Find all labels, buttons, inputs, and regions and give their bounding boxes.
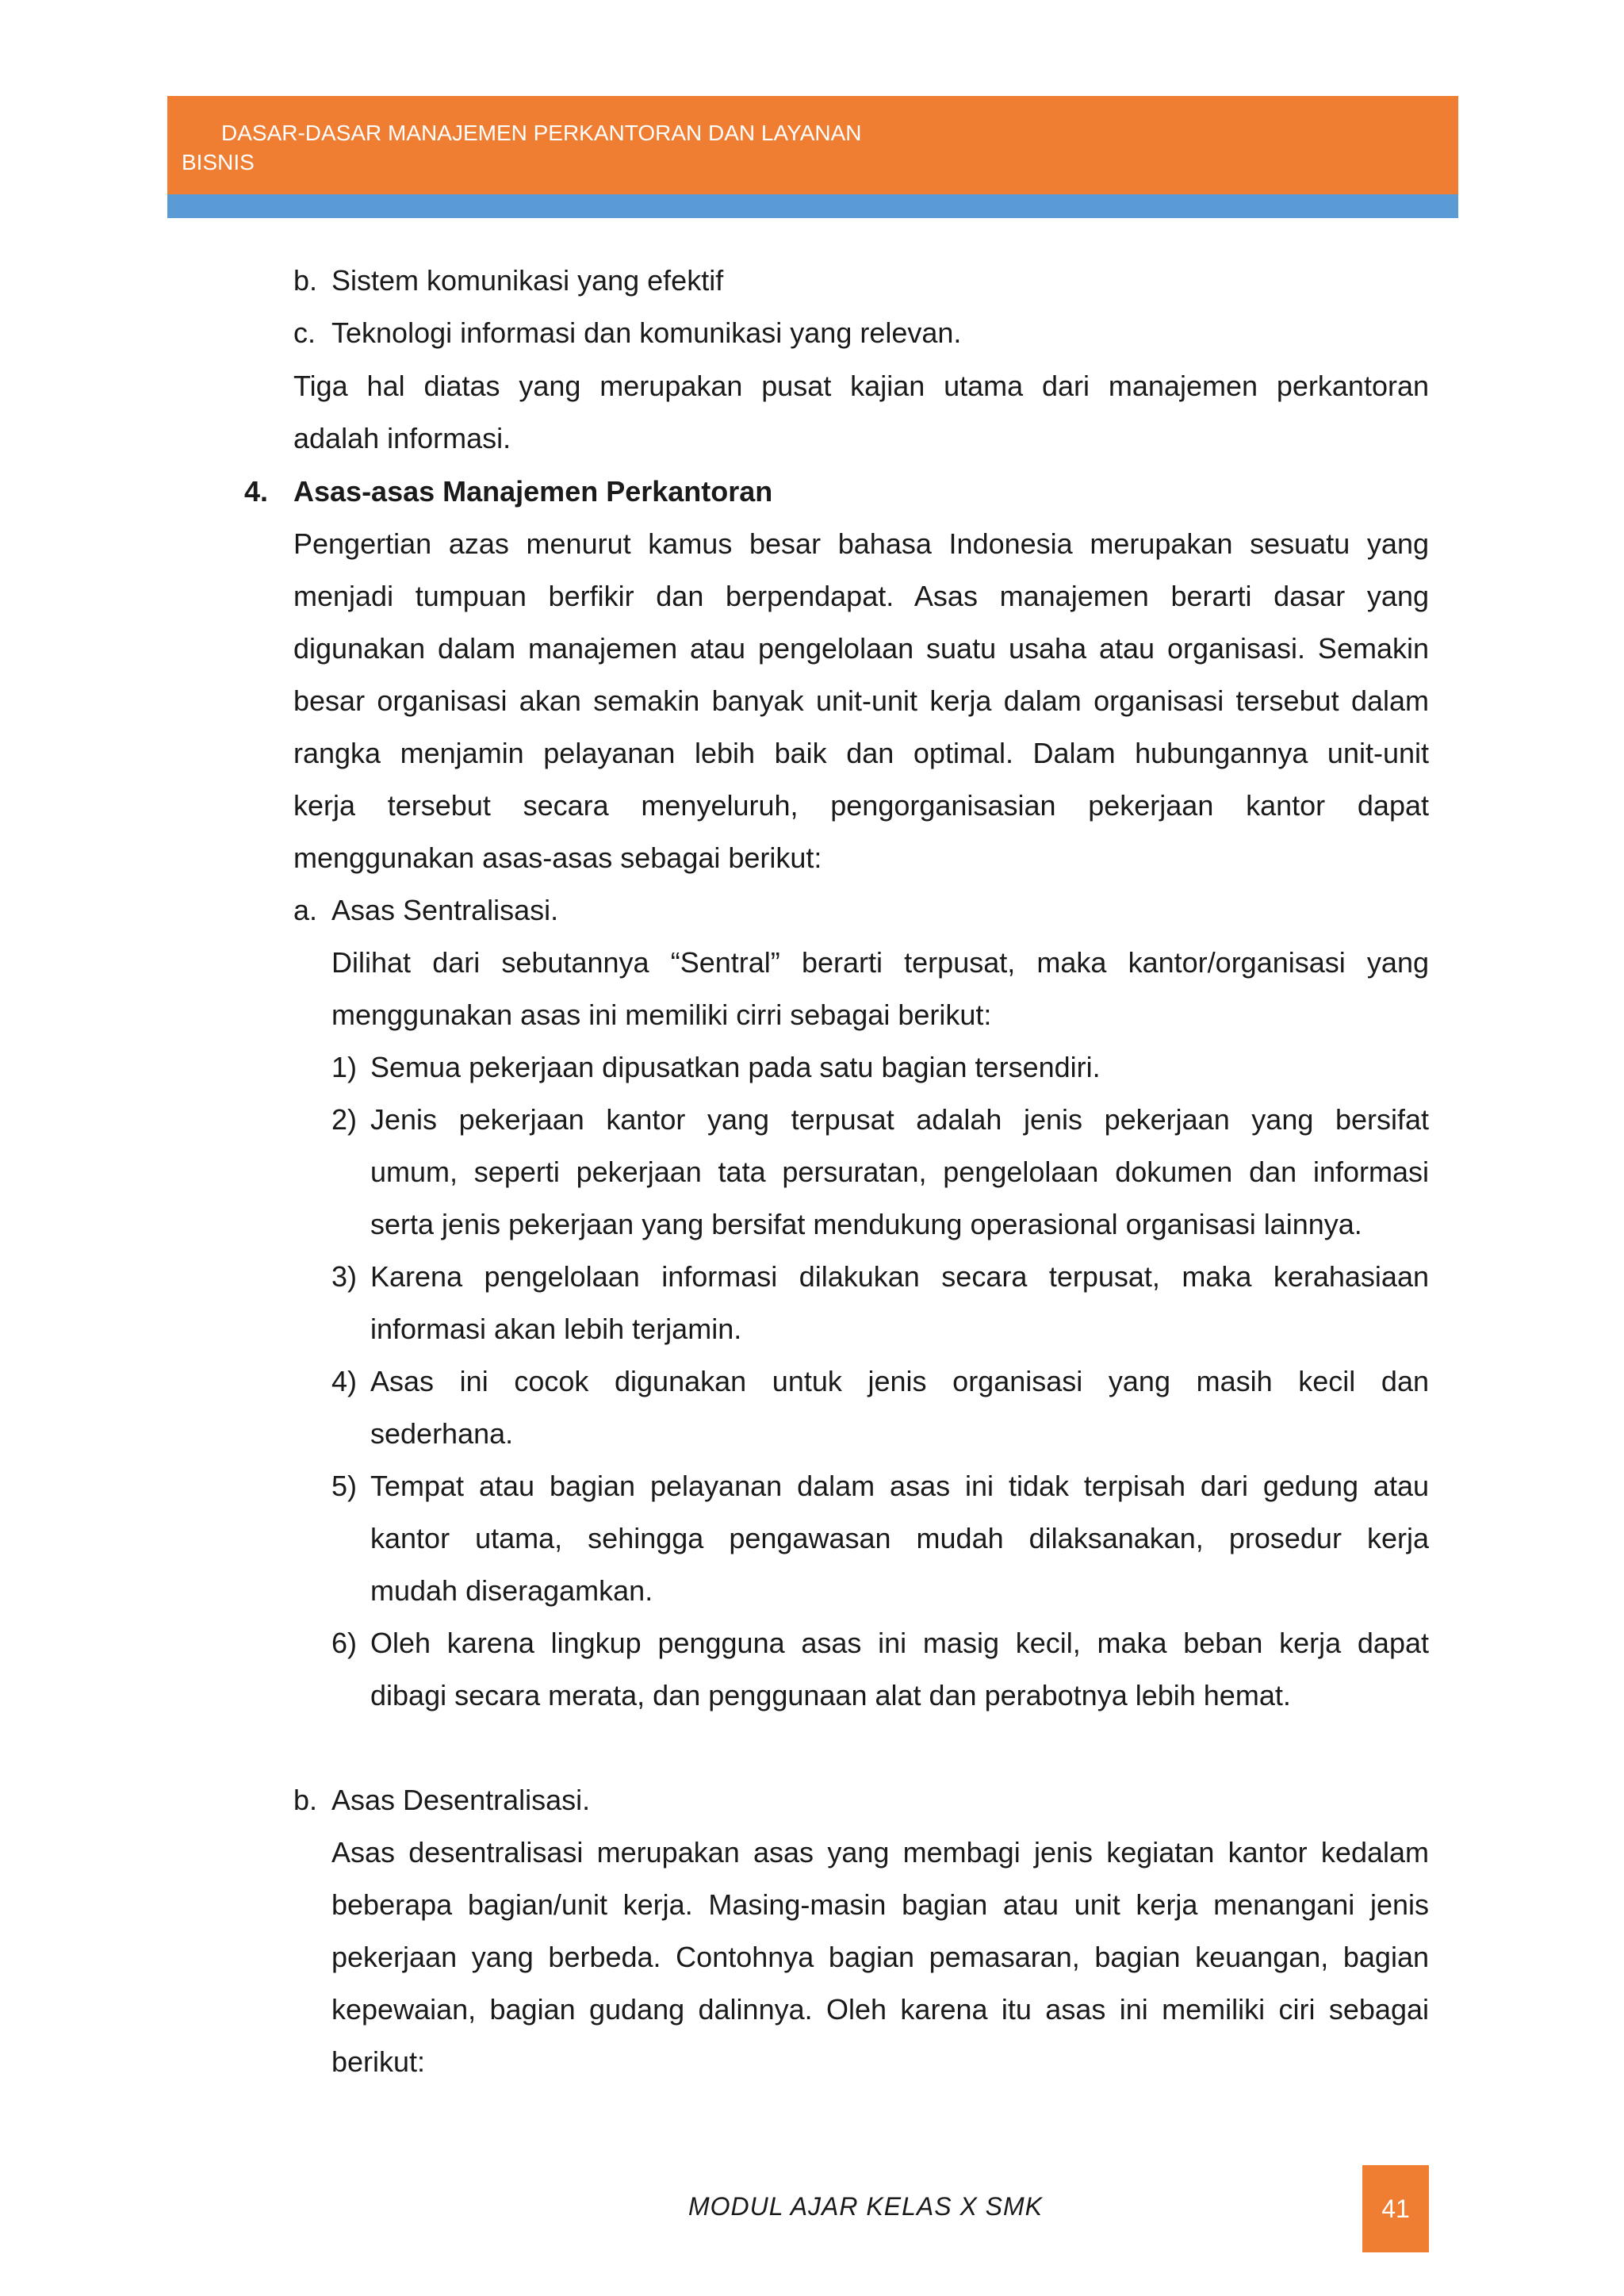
- item-line: mudah diseragamkan.: [370, 1574, 653, 1607]
- header-blue-bar: [167, 194, 1458, 218]
- section-number: 4.: [244, 475, 269, 508]
- item-number: 3): [331, 1260, 358, 1293]
- item-line: informasi akan lebih terjamin.: [370, 1313, 742, 1345]
- item-line: Asas ini cocok digunakan untuk jenis organisasi yang masih kecil dan: [370, 1365, 1429, 1397]
- section-title: Asas-asas Manajemen Perkantoran: [293, 475, 773, 508]
- paragraph-line: berikut:: [331, 2045, 426, 2078]
- item-line: kantor utama, sehingga pengawasan mudah dilaksanakan, prosedur kerja: [370, 1522, 1429, 1554]
- paragraph-line: beberapa bagian/unit kerja. Masing-masin bagian atau unit kerja menangani jenis: [331, 1888, 1429, 1921]
- summary-line: Tiga hal diatas yang merupakan pusat kajian utama dari manajemen perkantoran: [293, 370, 1429, 402]
- item-line: sederhana.: [370, 1417, 514, 1450]
- list-label: b.: [293, 1784, 318, 1816]
- header-title-line2: BISNIS: [182, 150, 255, 174]
- item-number: 4): [331, 1365, 358, 1397]
- list-label: c.: [293, 316, 316, 349]
- item-number: 6): [331, 1627, 358, 1659]
- paragraph-line: digunakan dalam manajemen atau pengelolaan suatu usaha atau organisasi. Semakin: [293, 632, 1429, 665]
- asas-b-heading: [293, 1783, 590, 1818]
- summary-line: adalah informasi.: [293, 422, 511, 454]
- paragraph-line: Pengertian azas menurut kamus besar bahasa Indonesia merupakan sesuatu yang: [293, 527, 1429, 560]
- item-line: umum, seperti pekerjaan tata persuratan, pengelolaan dokumen dan informasi: [370, 1156, 1429, 1188]
- item-number: 2): [331, 1103, 358, 1136]
- paragraph-line: Asas desentralisasi merupakan asas yang membagi jenis kegiatan kantor kedalam: [331, 1836, 1429, 1869]
- section-heading: [244, 474, 772, 509]
- list-text: Teknologi informasi dan komunikasi yang relevan.: [331, 316, 962, 349]
- list-text: Sistem komunikasi yang efektif: [331, 264, 724, 297]
- list-text: Asas Sentralisasi.: [331, 894, 559, 926]
- paragraph-line: pekerjaan yang berbeda. Contohnya bagian pemasaran, bagian keuangan, bagian: [331, 1941, 1429, 1973]
- item-line: Tempat atau bagian pelayanan dalam asas ini tidak terpisah dari gedung atau: [370, 1470, 1429, 1502]
- item-line: Oleh karena lingkup pengguna asas ini masig kecil, maka beban kerja dapat: [370, 1627, 1429, 1659]
- list-item-b: [293, 263, 723, 298]
- list-item-c: [293, 316, 961, 351]
- paragraph-line: menggunakan asas-asas sebagai berikut:: [293, 841, 822, 874]
- page-header: [167, 96, 1458, 194]
- paragraph-line: kepewaian, bagian gudang dalinnya. Oleh karena itu asas ini memiliki ciri sebagai: [331, 1993, 1429, 2026]
- item-number: 1): [331, 1051, 358, 1083]
- page-number: 41: [1362, 2165, 1429, 2252]
- paragraph-line: kerja tersebut secara menyeluruh, pengorganisasian pekerjaan kantor dapat: [293, 789, 1429, 822]
- list-label: a.: [293, 894, 318, 926]
- item-line: dibagi secara merata, dan penggunaan alat dan perabotnya lebih hemat.: [370, 1679, 1291, 1711]
- item-number: 5): [331, 1470, 358, 1502]
- footer-text: MODUL AJAR KELAS X SMK: [688, 2192, 1044, 2221]
- item-line: Semua pekerjaan dipusatkan pada satu bagian tersendiri.: [370, 1051, 1101, 1083]
- paragraph-line: besar organisasi akan semakin banyak unit-unit kerja dalam organisasi tersebut dalam: [293, 684, 1429, 717]
- paragraph-line: rangka menjamin pelayanan lebih baik dan optimal. Dalam hubungannya unit-unit: [293, 737, 1429, 769]
- paragraph-line: menjadi tumpuan berfikir dan berpendapat. Asas manajemen berarti dasar yang: [293, 580, 1429, 612]
- asas-a-heading: [293, 893, 558, 928]
- item-line: serta jenis pekerjaan yang bersifat mendukung operasional organisasi lainnya.: [370, 1208, 1362, 1240]
- item-line: Karena pengelolaan informasi dilakukan secara terpusat, maka kerahasiaan: [370, 1260, 1429, 1293]
- header-title-line1: DASAR-DASAR MANAJEMEN PERKANTORAN DAN LAYANAN: [221, 121, 862, 145]
- item-line: Jenis pekerjaan kantor yang terpusat adalah jenis pekerjaan yang bersifat: [370, 1103, 1429, 1136]
- list-text: Asas Desentralisasi.: [331, 1784, 591, 1816]
- paragraph-line: Dilihat dari sebutannya “Sentral” berarti terpusat, maka kantor/organisasi yang: [331, 946, 1429, 979]
- list-label: b.: [293, 264, 318, 297]
- paragraph-line: menggunakan asas ini memiliki cirri sebagai berikut:: [331, 999, 992, 1031]
